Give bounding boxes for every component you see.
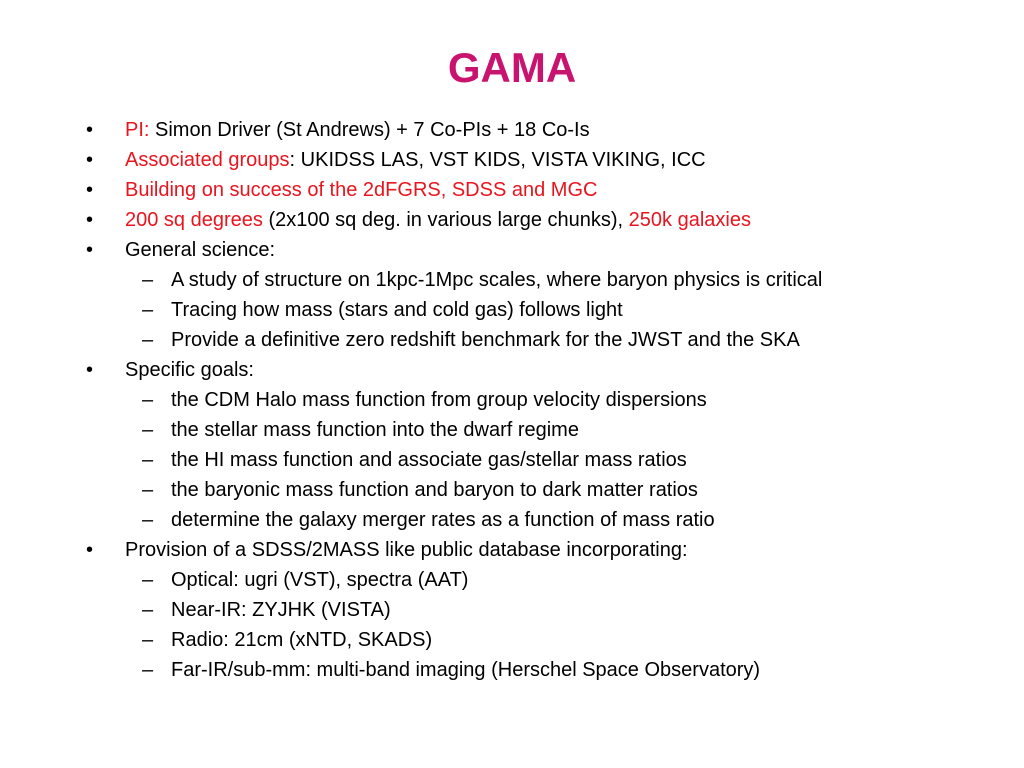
bullet-text	[171, 505, 715, 535]
dash-marker: –	[142, 389, 154, 411]
bullet-text	[171, 325, 800, 355]
sub-bullet-item	[0, 295, 1024, 325]
body-text: Optical: ugri (VST), spectra (AAT)	[171, 569, 469, 591]
bullet-marker: •	[86, 239, 94, 261]
bullet-item	[0, 205, 1024, 235]
body-text: Provide a definitive zero redshift benchmark for the JWST and the SKA	[171, 329, 800, 351]
bullet-text	[125, 145, 706, 175]
body-text: A study of structure on 1kpc-1Mpc scales, where baryon physics is critical	[171, 269, 823, 291]
body-text: : UKIDSS LAS, VST KIDS, VISTA VIKING, ICC	[289, 149, 706, 171]
sub-bullet-item	[0, 565, 1024, 595]
highlight-text: Associated groups	[125, 149, 290, 171]
body-text: determine the galaxy merger rates as a function of mass ratio	[171, 509, 715, 531]
bullet-text	[125, 175, 597, 205]
dash-marker: –	[142, 479, 154, 501]
bullet-marker: •	[86, 539, 94, 561]
highlight-text: 250k galaxies	[628, 209, 751, 231]
body-text: Provision of a SDSS/2MASS like public database incorporating:	[125, 539, 688, 561]
body-text: Specific goals:	[125, 359, 254, 381]
sub-bullet-item	[0, 625, 1024, 655]
bullet-text	[125, 205, 751, 235]
bullet-item	[0, 145, 1024, 175]
dash-marker: –	[142, 659, 154, 681]
body-text: Tracing how mass (stars and cold gas) follows light	[171, 299, 623, 321]
bullet-marker: •	[86, 149, 94, 171]
bullet-marker: •	[86, 209, 94, 231]
body-text: Near-IR: ZYJHK (VISTA)	[171, 599, 391, 621]
bullet-list	[0, 115, 1024, 685]
body-text: the CDM Halo mass function from group velocity dispersions	[171, 389, 707, 411]
body-text: (2x100 sq deg. in various large chunks),	[262, 209, 629, 231]
dash-marker: –	[142, 269, 154, 291]
sub-bullet-item	[0, 505, 1024, 535]
bullet-text	[171, 295, 623, 325]
body-text: the HI mass function and associate gas/stellar mass ratios	[171, 449, 687, 471]
slide-title: GAMA	[447, 44, 577, 91]
bullet-text	[171, 415, 579, 445]
dash-marker: –	[142, 599, 154, 621]
body-text: Radio: 21cm (xNTD, SKADS)	[171, 629, 433, 651]
dash-marker: –	[142, 449, 154, 471]
dash-marker: –	[142, 569, 154, 591]
body-text: Far-IR/sub-mm: multi-band imaging (Herschel Space Observatory)	[171, 659, 761, 681]
bullet-text	[171, 385, 707, 415]
bullet-text	[171, 445, 687, 475]
bullet-text	[171, 565, 468, 595]
body-text: Simon Driver (St Andrews) + 7 Co-PIs + 18 Co-Is	[149, 119, 590, 141]
body-text: General science:	[125, 239, 276, 261]
highlight-text: Building on success of the 2dFGRS, SDSS and MGC	[125, 179, 598, 201]
bullet-marker: •	[86, 359, 94, 381]
bullet-item	[0, 235, 1024, 265]
bullet-text	[171, 265, 822, 295]
bullet-text	[171, 475, 698, 505]
sub-bullet-item	[0, 415, 1024, 445]
body-text: the stellar mass function into the dwarf regime	[171, 419, 579, 441]
sub-bullet-item	[0, 655, 1024, 685]
bullet-item	[0, 535, 1024, 565]
bullet-text	[171, 625, 432, 655]
bullet-text	[125, 355, 254, 385]
dash-marker: –	[142, 299, 154, 321]
bullet-marker: •	[86, 179, 94, 201]
dash-marker: –	[142, 509, 154, 531]
sub-bullet-item	[0, 385, 1024, 415]
bullet-text	[125, 535, 688, 565]
dash-marker: –	[142, 329, 154, 351]
bullet-item	[0, 115, 1024, 145]
bullet-item	[0, 175, 1024, 205]
highlight-text: PI:	[125, 119, 150, 141]
dash-marker: –	[142, 419, 154, 441]
bullet-text	[171, 595, 391, 625]
dash-marker: –	[142, 629, 154, 651]
sub-bullet-item	[0, 265, 1024, 295]
bullet-text	[125, 235, 275, 265]
sub-bullet-item	[0, 445, 1024, 475]
body-text: the baryonic mass function and baryon to dark matter ratios	[171, 479, 698, 501]
highlight-text: 200 sq degrees	[125, 209, 263, 231]
sub-bullet-item	[0, 325, 1024, 355]
sub-bullet-item	[0, 595, 1024, 625]
bullet-marker: •	[86, 119, 94, 141]
bullet-item	[0, 355, 1024, 385]
bullet-text	[125, 115, 590, 145]
sub-bullet-item	[0, 475, 1024, 505]
bullet-text	[171, 655, 760, 685]
